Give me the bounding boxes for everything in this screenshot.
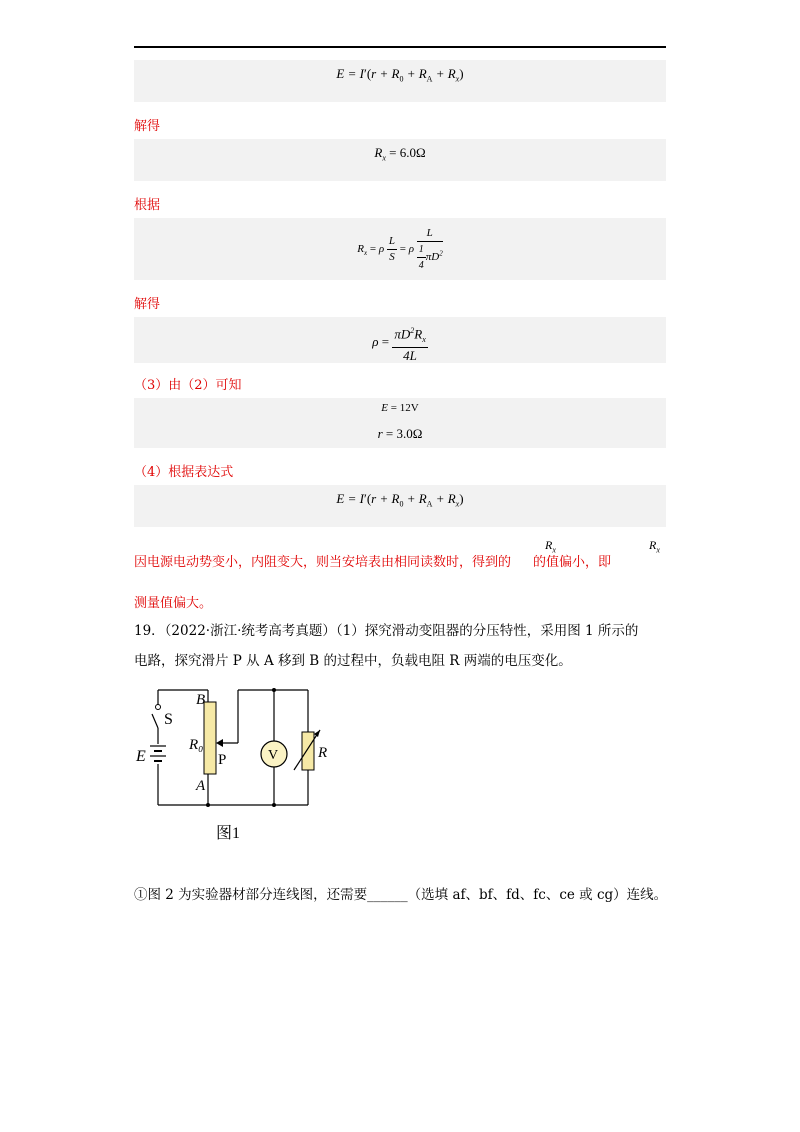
slider-arrow <box>216 739 223 747</box>
label-jiede-2: 解得 <box>134 297 161 312</box>
rheostat-r0 <box>204 702 216 774</box>
equation-r-value: r = 3.0Ω <box>377 426 423 441</box>
header-rule <box>134 46 666 48</box>
conclusion-text-b: 的值偏小，即 <box>533 555 612 570</box>
b-label: B <box>196 692 206 708</box>
rx-symbol-2: $R_x$ <box>649 538 660 555</box>
equation-box-2 <box>134 139 666 181</box>
battery-icon <box>150 746 166 761</box>
rx-symbol-1: $R_x$ <box>545 538 556 555</box>
label-step-3: （3）由（2）可知 <box>134 378 242 393</box>
equation-emf-1: $E = I'(r + R_0 + R_A + R_x)$ <box>336 66 464 84</box>
question-1: ①图 2 为实验器材部分连线图，还需要______（选填 af、bf、fd、fc、ce 或 cg）连线。 <box>134 887 668 903</box>
conclusion-text-a: 因电源电动势变小，内阻变大，则当安培表由相同读数时，得到的 <box>134 555 512 570</box>
voltmeter-label: V <box>268 748 279 763</box>
r-label: R <box>318 745 328 761</box>
equation-box-6 <box>134 485 666 527</box>
equation-emf-value: E = 12V <box>381 402 419 414</box>
label-step-4: （4）根据表达式 <box>134 465 234 480</box>
figure-1-label: 图1 <box>216 825 241 842</box>
a-label: A <box>196 778 206 794</box>
conclusion-line-2: 测量值偏大。 <box>134 596 213 611</box>
equation-box-4 <box>134 317 666 363</box>
equation-box-3 <box>134 218 666 280</box>
circuit-diagram <box>134 684 354 844</box>
switch-label: S <box>164 711 173 728</box>
problem-19-line-2: 电路，探究滑片 P 从 A 移到 B 的过程中，负载电阻 R 两端的电压变化。 <box>134 653 572 669</box>
label-genju: 根据 <box>134 198 161 213</box>
equation-rx-value: $R_x = 6.0\Omega$ <box>374 145 426 163</box>
equation-box-1 <box>134 60 666 102</box>
p-label: P <box>218 752 227 768</box>
label-jiede-1: 解得 <box>134 119 161 134</box>
equation-box-5 <box>134 398 666 448</box>
problem-19-line-1: 19．（2022·浙江·统考高考真题）（1）探究滑动变阻器的分压特性，采用图 1 所示的 <box>134 623 639 639</box>
equation-rho: ρ = $\frac{\pi D^2R_x}{4L}$ <box>134 323 666 363</box>
equation-emf-2: $E = I'(r + R_0 + R_A + R_x)$ <box>336 491 464 509</box>
r0-label: R₀ <box>189 737 204 753</box>
load-resistor-r <box>302 732 314 770</box>
switch-blade <box>152 714 158 728</box>
equation-resistivity: $R_x = \rho$ $\frac{L}{S}$ = ρ L $\frac{1}{4}$ $\pi D^2$ <box>357 227 443 271</box>
emf-label: E <box>136 748 146 765</box>
conclusion-line-1 <box>134 551 611 570</box>
switch-contact <box>156 705 161 710</box>
